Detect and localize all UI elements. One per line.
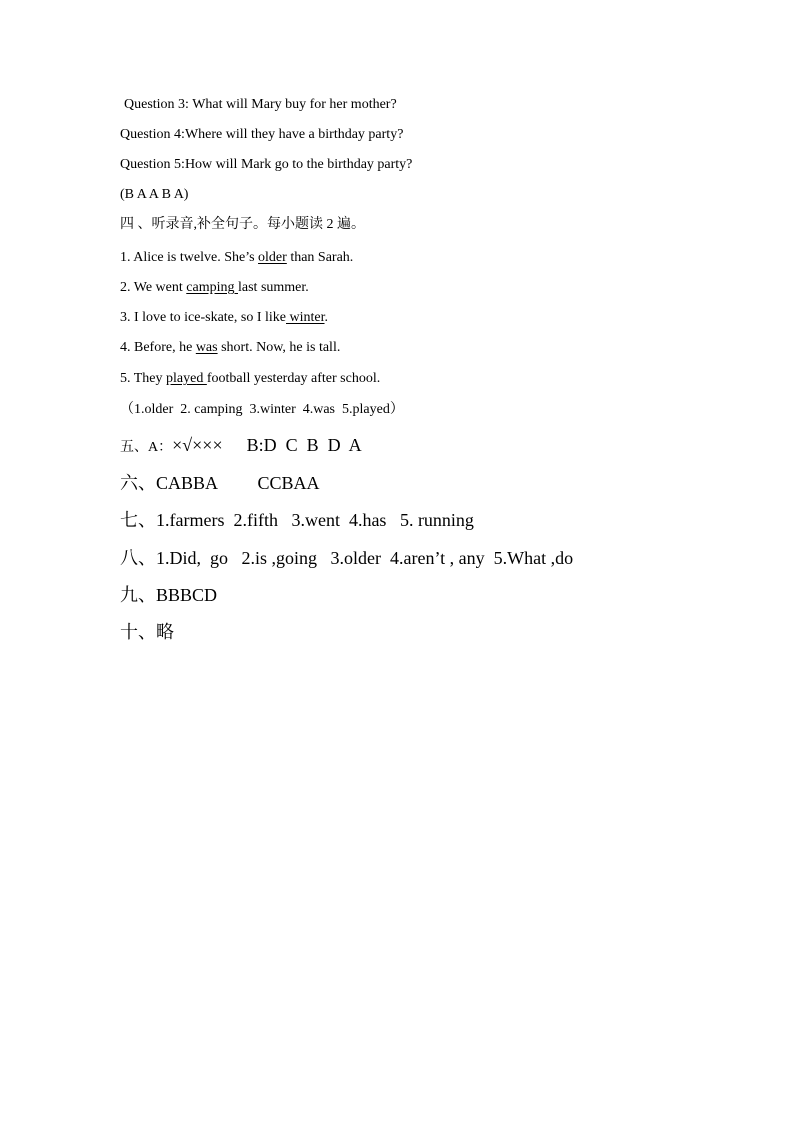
section-4-key: （1.older 2. camping 3.winter 4.was 5.played）	[120, 402, 404, 417]
section-5-answers	[120, 436, 362, 455]
section-5-a-answers: ×√×××	[172, 435, 223, 455]
item-text: last summer.	[238, 280, 309, 295]
section-4-item-1	[120, 251, 353, 265]
answer-blank: camping	[186, 280, 238, 295]
question-3: Question 3: What will Mary buy for her mother?	[124, 97, 397, 112]
section-5-b-answers: B:D C B D A	[246, 435, 362, 455]
item-text: than Sarah.	[286, 250, 354, 265]
item-text: 4. Before, he	[120, 340, 196, 355]
item-text: .	[324, 310, 329, 325]
item-text: 1. Alice is twelve. She’s	[120, 250, 259, 265]
answer-blank: played	[166, 371, 207, 386]
section-4-item-5	[120, 372, 380, 386]
item-text: 2. We went	[120, 280, 187, 295]
section-10-answers: 十、略	[120, 622, 174, 642]
section-9-answers: 九、BBBCD	[120, 585, 218, 605]
question-4: Question 4:Where will they have a birthday party?	[120, 127, 404, 142]
item-text: football yesterday after school.	[206, 371, 381, 386]
section-4-item-3	[120, 311, 328, 325]
section-4-item-4	[120, 341, 340, 355]
section-5-label: 五、A：	[120, 440, 173, 455]
item-text: 5. They	[120, 371, 167, 386]
section-4-item-2	[120, 281, 309, 295]
question-5: Question 5:How will Mark go to the birthday party?	[120, 157, 413, 172]
section-4-heading: 四 、听录音,补全句子。每小题读 2 遍。	[120, 217, 365, 232]
answer-blank: older	[258, 250, 287, 265]
section-6-answers: 六、CABBA CCBAA	[120, 473, 320, 493]
answer-blank: winter	[286, 310, 325, 325]
answers-part-3: (B A A B A)	[120, 187, 189, 202]
item-text: short. Now, he is tall.	[217, 340, 341, 355]
section-7-answers: 七、1.farmers 2.fifth 3.went 4.has 5. running	[120, 510, 474, 530]
answer-blank: was	[195, 340, 218, 355]
item-text: 3. I love to ice-skate, so I like	[120, 310, 287, 325]
section-8-answers: 八、1.Did, go 2.is ,going 3.older 4.aren’t , any 5.What ,do	[120, 548, 574, 568]
